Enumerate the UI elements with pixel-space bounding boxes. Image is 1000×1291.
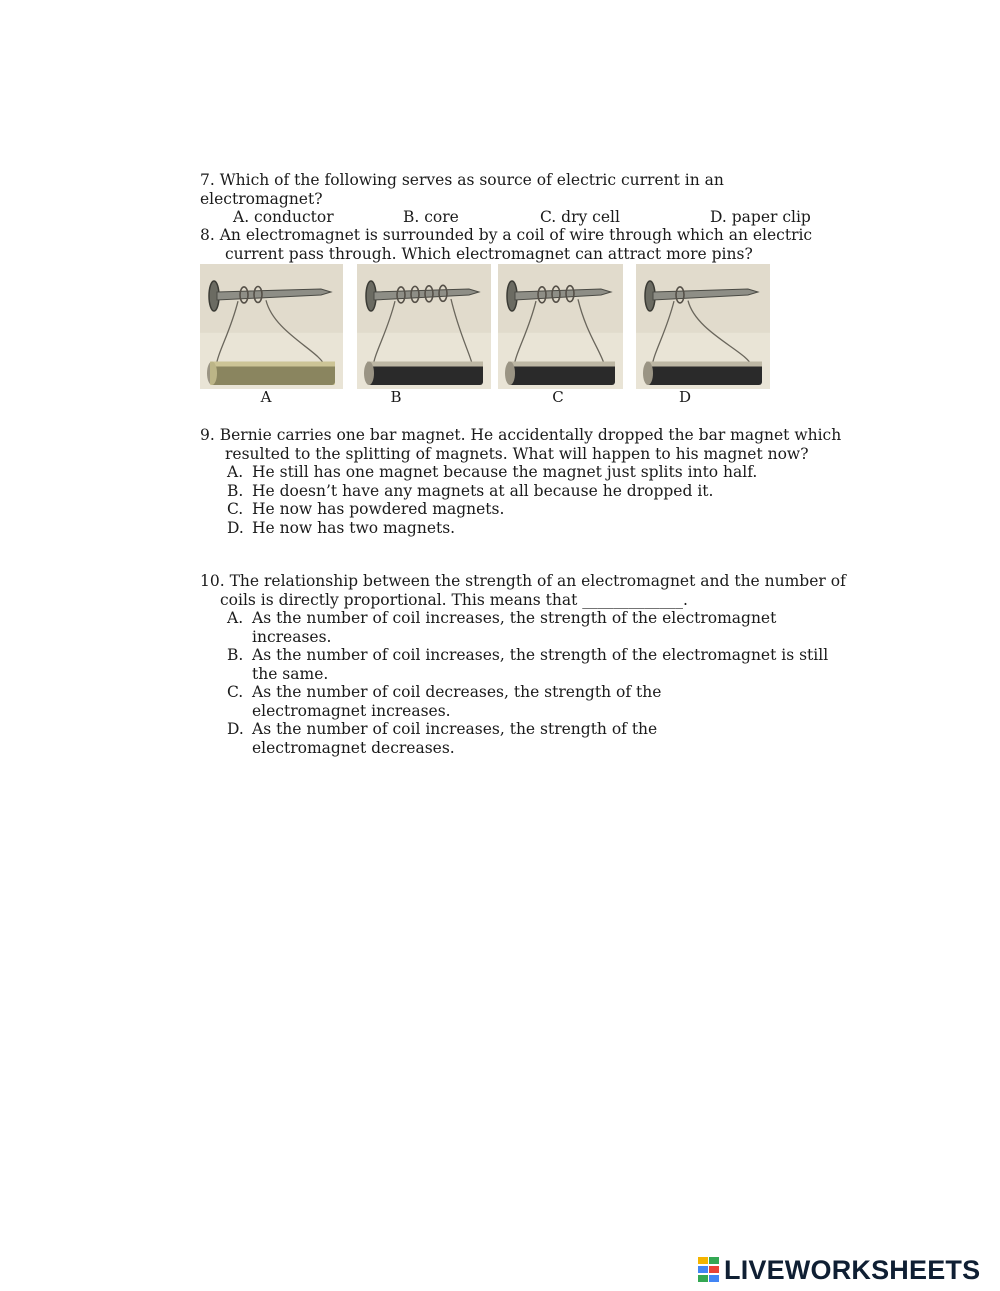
electromagnet-c-image xyxy=(498,264,623,389)
dry-cell-highlight xyxy=(646,362,762,367)
question-8-line1: 8. An electromagnet is surrounded by a coil of wire through which an electric xyxy=(200,226,813,244)
question-8-line2: current pass through. Which electromagnet can attract more pins? xyxy=(225,244,753,263)
photo-label-b: B xyxy=(390,388,402,406)
electromagnet-photos xyxy=(200,264,770,389)
liveworksheets-brand: LIVEWORKSHEETS xyxy=(724,1254,981,1285)
photo-label-d: D xyxy=(678,388,692,406)
dry-cell-terminal xyxy=(364,362,374,386)
q10-option-a-letter: A. xyxy=(227,609,244,627)
dry-cell-terminal xyxy=(643,362,653,386)
q9-option-a xyxy=(200,463,850,482)
electromagnet-a-image xyxy=(200,264,343,389)
q10-option-b-letter: B. xyxy=(227,646,244,664)
question-9 xyxy=(200,426,850,537)
q10-option-c-text: As the number of coil decreases, the strength of the electromagnet increases. xyxy=(252,683,662,720)
q10-option-b xyxy=(200,646,850,683)
question-9-line2: resulted to the splitting of magnets. What will happen to his magnet now? xyxy=(225,444,809,463)
question-10-line2: coils is directly proportional. This means that _____________. xyxy=(220,590,688,609)
q9-option-a-text: He still has one magnet because the magnet just splits into half. xyxy=(252,463,758,481)
q9-option-c-text: He now has powdered magnets. xyxy=(252,500,505,518)
electromagnet-photo-c xyxy=(498,264,623,389)
q10-option-d-text: As the number of coil increases, the strength of the electromagnet decreases. xyxy=(252,720,658,757)
q9-option-d xyxy=(200,519,850,538)
question-7-text: 7. Which of the following serves as source of electric current in an electromagnet? xyxy=(200,171,724,208)
q9-option-b-letter: B. xyxy=(227,481,244,500)
question-9-line1: 9. Bernie carries one bar magnet. He accidentally dropped the bar magnet which xyxy=(200,426,842,444)
electromagnet-b-image xyxy=(357,264,491,389)
photo-label-a: A xyxy=(260,388,272,406)
electromagnet-d-image xyxy=(636,264,770,389)
q7-option-a: A. conductor xyxy=(233,208,334,226)
q9-option-d-letter: D. xyxy=(227,518,244,537)
q10-option-a-text: As the number of coil increases, the strength of the electromagnet increases. xyxy=(252,609,777,646)
electromagnet-photo-d xyxy=(636,264,770,389)
q7-option-b: B. core xyxy=(403,208,459,226)
dry-cell-highlight xyxy=(508,362,615,367)
q10-option-d xyxy=(200,720,850,757)
q9-option-c-letter: C. xyxy=(227,500,244,518)
question-10 xyxy=(200,572,850,757)
q9-option-d-text: He now has two magnets. xyxy=(252,518,456,537)
q9-option-b xyxy=(200,482,850,501)
electromagnet-photo-a xyxy=(200,264,343,389)
question-8 xyxy=(200,226,850,263)
q9-option-a-letter: A. xyxy=(227,463,244,481)
q10-option-d-letter: D. xyxy=(227,720,244,738)
q10-option-c-letter: C. xyxy=(227,683,244,701)
q9-option-c xyxy=(200,500,850,519)
q10-option-c xyxy=(200,683,850,720)
electromagnet-photo-b xyxy=(357,264,491,389)
q7-option-c: C. dry cell xyxy=(540,208,620,226)
dry-cell-highlight xyxy=(367,362,483,367)
q9-option-b-text: He doesn’t have any magnets at all because he dropped it. xyxy=(252,481,714,500)
photo-label-c: C xyxy=(552,388,564,406)
question-7 xyxy=(200,171,850,227)
liveworksheets-logo xyxy=(698,1255,980,1285)
dry-cell-label xyxy=(210,362,335,386)
dry-cell-terminal xyxy=(505,362,515,386)
liveworksheets-logo-icon xyxy=(698,1257,720,1283)
q10-option-a xyxy=(200,609,850,646)
q7-option-d: D. paper clip xyxy=(710,208,811,226)
question-7-options xyxy=(200,208,850,227)
q10-option-b-text: As the number of coil increases, the strength of the electromagnet is still the same. xyxy=(252,646,829,683)
question-10-line1: 10. The relationship between the strength of an electromagnet and the number of xyxy=(200,572,846,590)
